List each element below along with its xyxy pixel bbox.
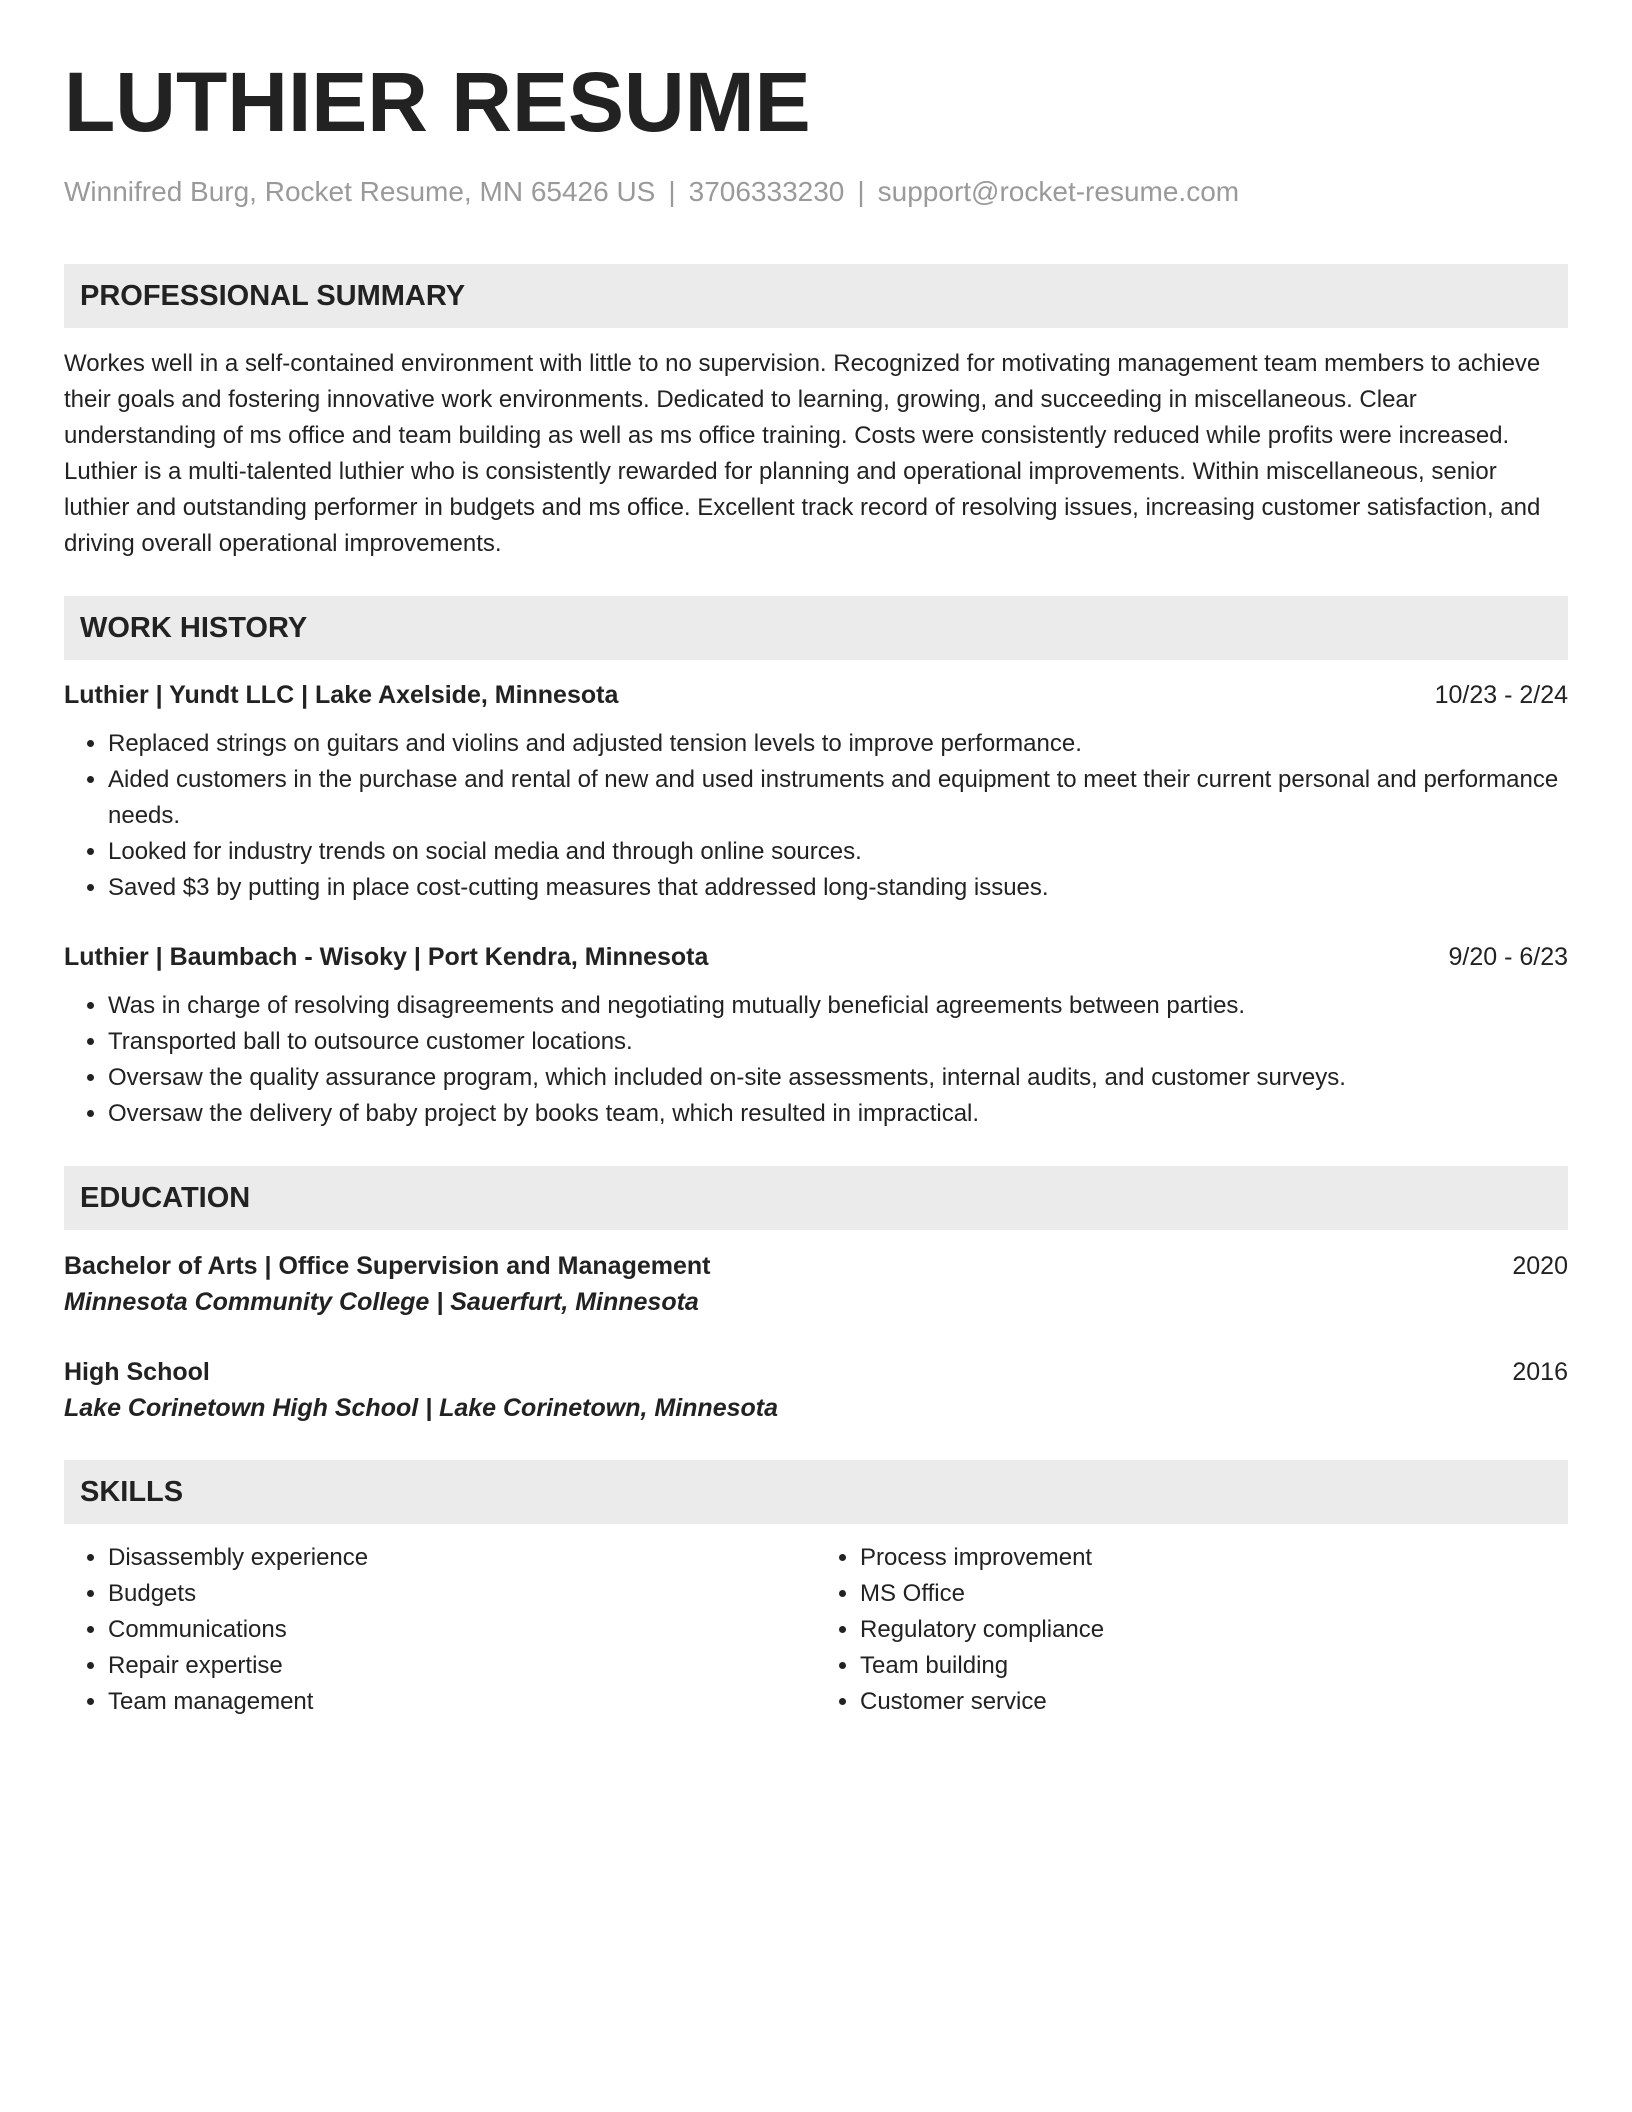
education-school: Minnesota Community College | Sauerfurt, Minnesota	[64, 1288, 699, 1316]
education-year: 2016	[1512, 1358, 1568, 1386]
education-entry	[64, 1248, 1568, 1320]
job-bullet: • Saved $3 by putting in place cost-cutting measures that addressed long-standing issues.	[108, 870, 1568, 906]
skill-item: • Budgets	[108, 1576, 816, 1612]
job-bullet: • Oversaw the delivery of baby project by books team, which resulted in impractical.	[108, 1096, 1568, 1132]
skill-item: • Communications	[108, 1612, 816, 1648]
section-header-summary: PROFESSIONAL SUMMARY	[64, 264, 1568, 328]
job-bullet: • Oversaw the quality assurance program, which included on-site assessments, internal audits, and customer surveys.	[108, 1060, 1568, 1096]
job-bullet: • Transported ball to outsource customer locations.	[108, 1024, 1568, 1060]
job-dates: 9/20 - 6/23	[1448, 943, 1568, 971]
job-entry	[64, 678, 1568, 906]
skills-grid	[64, 1540, 1568, 1720]
skill-item: • Customer service	[860, 1684, 1568, 1720]
job-entry	[64, 940, 1568, 1132]
job-bullet: • Aided customers in the purchase and rental of new and used instruments and equipment to meet their current personal and performance needs.	[108, 762, 1568, 834]
skill-item: • Team management	[108, 1684, 816, 1720]
education-degree: High School	[64, 1358, 210, 1386]
job-title: Luthier | Yundt LLC | Lake Axelside, Minnesota	[64, 681, 619, 709]
job-bullets	[64, 988, 1568, 1132]
contact-phone: 3706333230	[688, 176, 845, 207]
education-header	[64, 1354, 1568, 1390]
skills-column-right	[816, 1540, 1568, 1720]
job-header	[64, 678, 1568, 712]
education-year: 2020	[1512, 1252, 1568, 1280]
skill-item: • Process improvement	[860, 1540, 1568, 1576]
skill-item: • Disassembly experience	[108, 1540, 816, 1576]
job-bullet: • Looked for industry trends on social media and through online sources.	[108, 834, 1568, 870]
education-header	[64, 1248, 1568, 1284]
job-bullet: • Replaced strings on guitars and violins and adjusted tension levels to improve performance.	[108, 726, 1568, 762]
summary-text: Workes well in a self-contained environment with little to no supervision. Recognized for motivating management team members to achieve their goals and fostering innovative work environments. Dedicated to learning, growing, and succeeding in miscellaneous. Clear understanding of ms office and team building as well as ms office training. Costs were consistently reduced while profits were increased. Luthier is a multi-talented luthier who is consistently rewarded for planning and operational improvements. Within miscellaneous, senior luthier and outstanding performer in budgets and ms office. Excellent track record of resolving issues, increasing customer satisfaction, and driving overall operational improvements.	[64, 350, 1541, 557]
job-title: Luthier | Baumbach - Wisoky | Port Kendra, Minnesota	[64, 943, 709, 971]
section-header-skills: SKILLS	[64, 1460, 1568, 1524]
education-school: Lake Corinetown High School | Lake Corinetown, Minnesota	[64, 1394, 779, 1422]
resume-title: LUTHIER RESUME	[64, 55, 811, 149]
skills-list	[816, 1540, 1568, 1720]
contact-address: Winnifred Burg, Rocket Resume, MN 65426 US	[64, 176, 656, 207]
education-degree: Bachelor of Arts | Office Supervision and Management	[64, 1252, 711, 1280]
job-bullets	[64, 726, 1568, 906]
skill-item: • Team building	[860, 1648, 1568, 1684]
contact-separator: |	[857, 176, 865, 207]
skill-item: • Repair expertise	[108, 1648, 816, 1684]
job-dates: 10/23 - 2/24	[1434, 681, 1568, 709]
contact-email: support@rocket-resume.com	[877, 176, 1240, 207]
skills-list	[64, 1540, 816, 1720]
job-bullet: • Was in charge of resolving disagreements and negotiating mutually beneficial agreements between parties.	[108, 988, 1568, 1024]
education-entry	[64, 1354, 1568, 1426]
contact-line	[64, 174, 1568, 210]
section-header-work-history: WORK HISTORY	[64, 596, 1568, 660]
skill-item: • MS Office	[860, 1576, 1568, 1612]
skills-column-left	[64, 1540, 816, 1720]
contact-separator: |	[668, 176, 676, 207]
section-header-education: EDUCATION	[64, 1166, 1568, 1230]
skill-item: • Regulatory compliance	[860, 1612, 1568, 1648]
job-header	[64, 940, 1568, 974]
